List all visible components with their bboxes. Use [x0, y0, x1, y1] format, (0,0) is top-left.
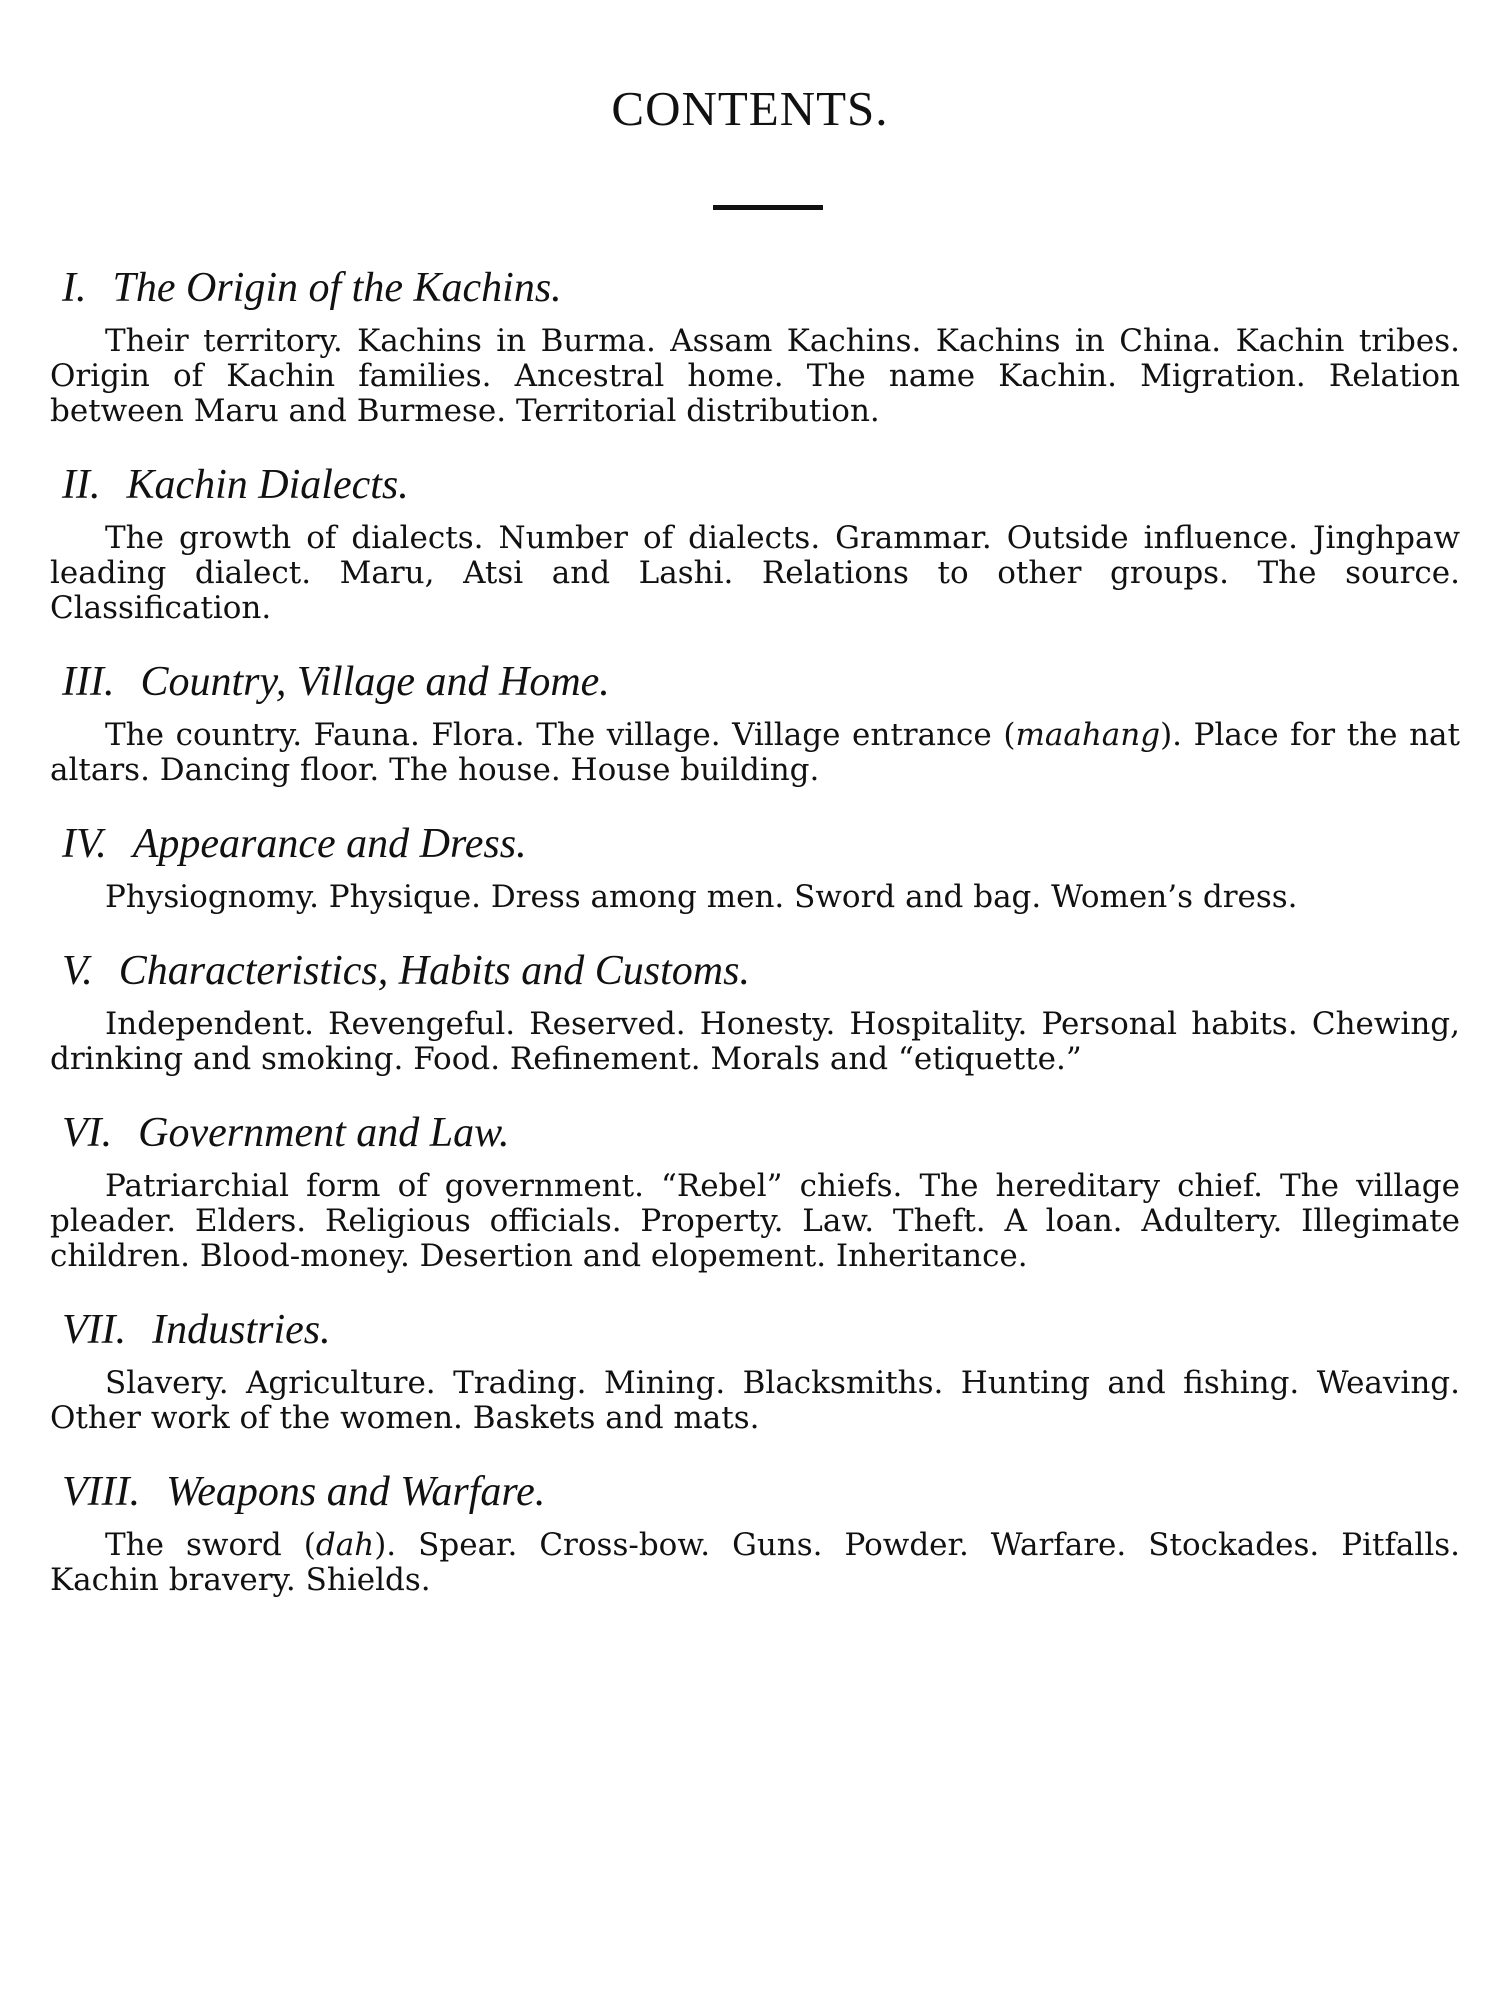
chapter-title: Kachin Dialects. [126, 462, 409, 508]
chapter-entry [50, 816, 1460, 915]
chapter-numeral: II. [62, 462, 101, 508]
chapter-heading [62, 1464, 1460, 1520]
chapter-summary: Slavery. Agriculture. Trading. Mining. Blacksmiths. Hunting and fishing. Weaving. Other work of the women. Baskets and mats. [50, 1365, 1460, 1436]
summary-text: The country. Fauna. Flora. The village. Village entrance ( [105, 717, 1016, 753]
chapter-heading [62, 1105, 1460, 1161]
chapter-title: Characteristics, Habits and Customs. [118, 948, 750, 994]
chapter-title: Country, Village and Home. [140, 659, 610, 705]
chapter-summary [50, 1528, 1460, 1598]
chapter-summary: The growth of dialects. Number of dialects. Grammar. Outside influence. Jinghpaw leading dialect. Maru, Atsi and Lashi. Relations to other groups. The source. Classification. [50, 520, 1460, 626]
summary-italic-term: dah [315, 1527, 375, 1563]
chapter-summary: Patriarchial form of government. “Rebel” chiefs. The hereditary chief. The village pleader. Elders. Religious officials. Property. Law. Theft. A loan. Adultery. Illegimate children. Blood-money. Desertion and elopement. Inheritance. [50, 1168, 1460, 1274]
chapter-heading [62, 1302, 1460, 1358]
chapter-entry [50, 943, 1460, 1077]
chapter-numeral: I. [62, 265, 87, 311]
summary-text: ). Place for the nat altars. Dancing floor. The house. House building. [50, 717, 1460, 788]
chapter-entry [50, 1464, 1460, 1598]
chapter-list [50, 260, 1460, 1626]
chapter-summary: Physiognomy. Physique. Dress among men. Sword and bag. Women’s dress. [105, 879, 1298, 915]
chapter-entry [50, 654, 1460, 788]
chapter-entry [50, 260, 1460, 429]
chapter-entry [50, 1105, 1460, 1274]
chapter-numeral: VIII. [62, 1469, 141, 1515]
page-title: CONTENTS. [611, 81, 889, 136]
chapter-heading [62, 816, 1460, 872]
summary-text: ). Spear. Cross-bow. Guns. Powder. Warfare. Stockades. Pitfalls. Kachin bravery. Shields. [50, 1527, 1460, 1598]
chapter-numeral: IV. [62, 821, 107, 867]
chapter-numeral: III. [62, 659, 115, 705]
chapter-title: The Origin of the Kachins. [112, 265, 562, 311]
chapter-heading [62, 457, 1460, 513]
summary-italic-term: maahang [1015, 717, 1161, 753]
chapter-heading [62, 943, 1460, 999]
chapter-title: Government and Law. [138, 1110, 510, 1156]
chapter-summary [50, 718, 1460, 788]
chapter-heading [62, 654, 1460, 710]
chapter-summary: Their territory. Kachins in Burma. Assam Kachins. Kachins in China. Kachin tribes. Origin of Kachin families. Ancestral home. The name Kachin. Migration. Relation between Maru and Burmese. Territorial distribution. [50, 323, 1460, 429]
chapter-title: Appearance and Dress. [132, 821, 527, 867]
chapter-numeral: V. [62, 948, 93, 994]
chapter-title: Weapons and Warfare. [166, 1469, 546, 1515]
title-rule [713, 205, 823, 210]
chapter-entry [50, 457, 1460, 626]
chapter-entry [50, 1302, 1460, 1436]
chapter-heading [62, 260, 1460, 316]
chapter-title: Industries. [152, 1307, 331, 1353]
chapter-summary: Independent. Revengeful. Reserved. Honesty. Hospitality. Personal habits. Chewing, drinking and smoking. Food. Refinement. Morals and “etiquette.” [50, 1006, 1460, 1077]
chapter-numeral: VI. [62, 1110, 113, 1156]
chapter-numeral: VII. [62, 1307, 127, 1353]
summary-text: The sword ( [105, 1527, 316, 1563]
